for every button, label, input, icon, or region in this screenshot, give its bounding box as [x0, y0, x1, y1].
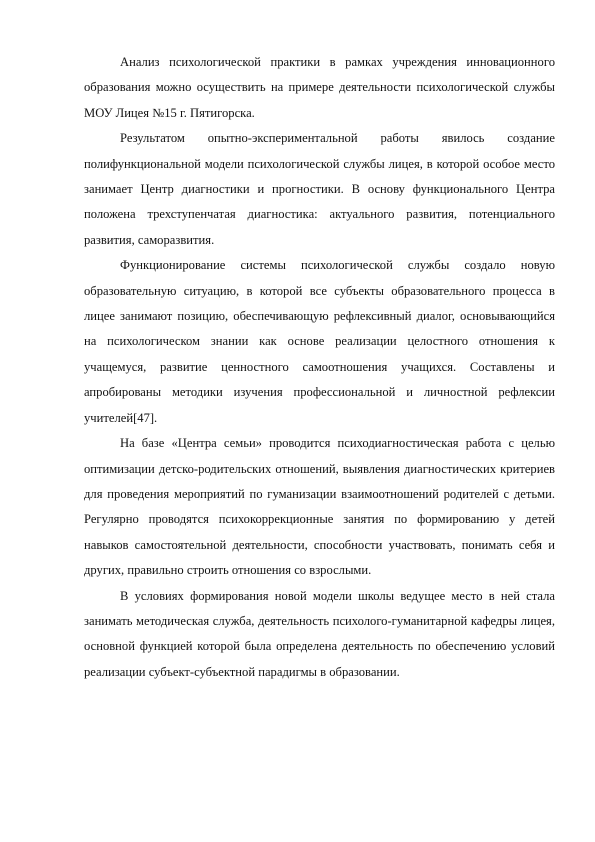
paragraph-3: Функционирование системы психологической службы создало новую образовательную ситуацию, в которой все субъекты образовательного процесса в лицее занимают позицию, обеспечивающую рефлексивный диалог, основывающийся на психологическом знании как основе реализации целостного отношения к учащемуся, развитие ценностного самоотношения учащихся. Составлены и апробированы методики изучения профессиональной и личностной рефлексии учителей[47]. — [84, 258, 555, 425]
paragraph-2: Результатом опытно-экспериментальной работы явилось создание полифункциональной модели психологической службы лицея, в которой особое место занимает Центр диагностики и прогностики. В основу функционального Центра положена трехступенчатая диагностика: актуального развития, потенциального развития, саморазвития. — [84, 131, 555, 247]
paragraph-5: В условиях формирования новой модели школы ведущее место в ней стала занимать методическая служба, деятельность психолого-гуманитарной кафедры лицея, основной функцией которой была определена деятельность по обеспечению условий реализации субъект-субъектной парадигмы в образовании. — [84, 588, 555, 679]
document-body — [84, 50, 555, 685]
paragraph-4: На базе «Центра семьи» проводится психодиагностическая работа с целью оптимизации детско-родительских отношений, выявления диагностических критериев для проведения мероприятий по гуманизации взаимоотношений родителей с детьми. Регулярно проводятся психокоррекционные занятия по формированию у детей навыков самостоятельной деятельности, способности участвовать, понимать себя и других, правильно строить отношения со взрослыми. — [84, 436, 555, 578]
paragraph-1: Анализ психологической практики в рамках учреждения инновационного образования можно осуществить на примере деятельности психологической службы МОУ Лицея №15 г. Пятигорска. — [84, 55, 555, 120]
